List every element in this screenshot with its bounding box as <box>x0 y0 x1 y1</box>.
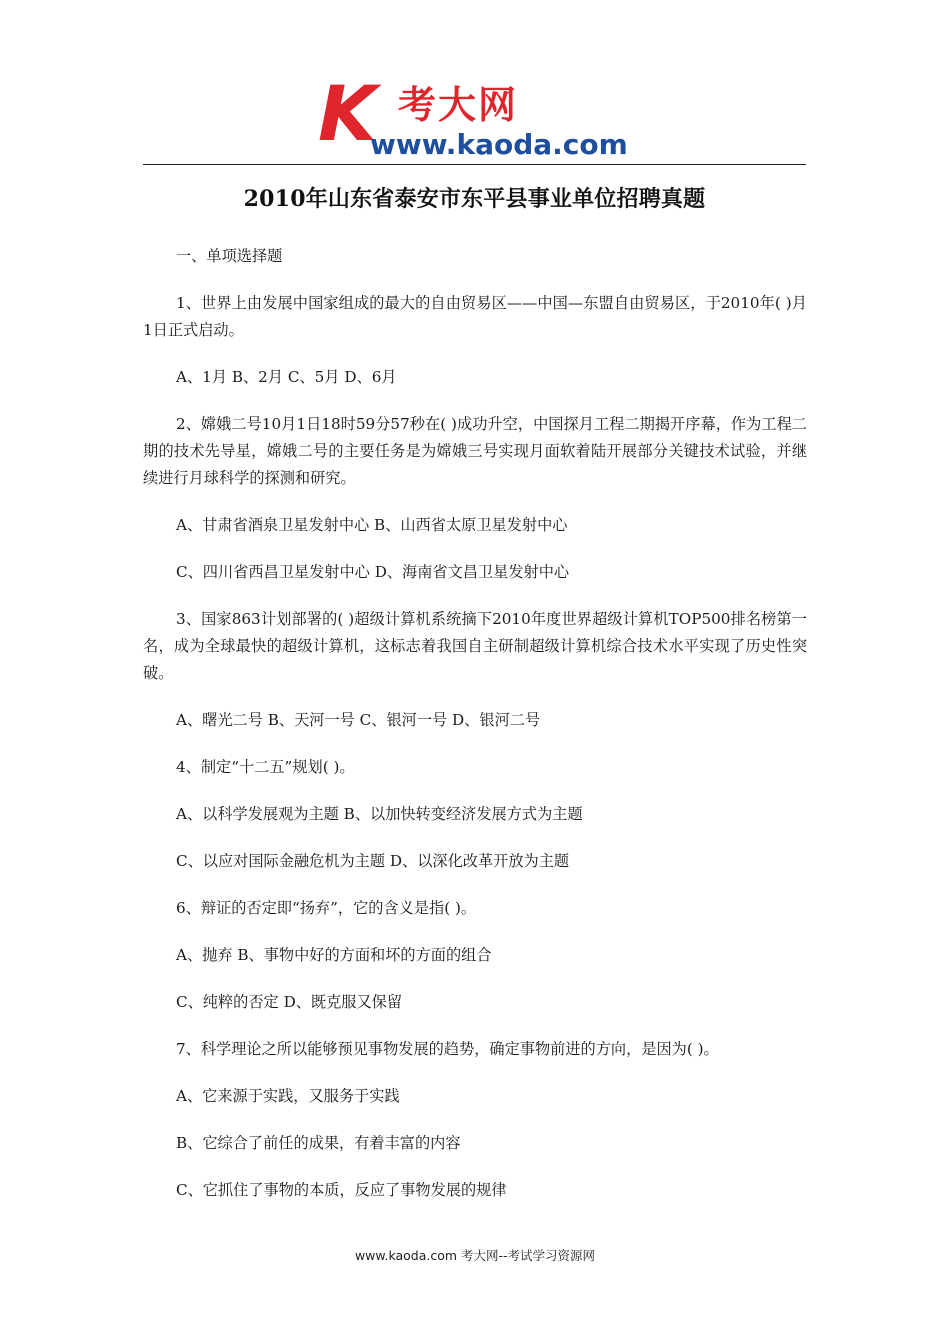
logo-name: 考大网 <box>398 83 519 127</box>
logo-url: www.kaoda.com <box>370 128 628 160</box>
site-logo[interactable] <box>318 78 648 160</box>
question-6-options-cd: C、纯粹的否定 D、既克服又保留 <box>176 993 403 1011</box>
question-7: 7、科学理论之所以能够预见事物发展的趋势，确定事物前进的方向，是因为( )。 <box>176 1040 719 1058</box>
section-heading: 一、单项选择题 <box>176 247 283 265</box>
question-2: 2、嫦娥二号10月1日18时59分57秒在( )成功升空，中国探月工程二期揭开序幕，作为工程二期的技术先导星，嫦娥二号的主要任务是为嫦娥三号实现月面软着陆开展部分关键技术试验，并继续进行月球科学的探测和研究。 <box>143 415 807 487</box>
question-2-options-cd: C、四川省西昌卫星发射中心 D、海南省文昌卫星发射中心 <box>176 563 570 581</box>
question-6: 6、辩证的否定即“扬弃”，它的含义是指( )。 <box>176 899 477 917</box>
header-divider <box>143 164 806 165</box>
question-3: 3、国家863计划部署的( )超级计算机系统摘下2010年度世界超级计算机TOP500排名榜第一名，成为全球最快的超级计算机，这标志着我国自主研制超级计算机综合技术水平实现了历史性突破。 <box>143 610 807 682</box>
question-2-options-ab: A、甘肃省酒泉卫星发射中心 B、山西省太原卫星发射中心 <box>176 516 568 534</box>
question-4-options-cd: C、以应对国际金融危机为主题 D、以深化改革开放为主题 <box>176 852 570 870</box>
question-6-options-ab: A、抛弃 B、事物中好的方面和坏的方面的组合 <box>176 946 492 964</box>
page-footer: www.kaoda.com 考大网--考试学习资源网 <box>354 1248 596 1263</box>
document-body <box>143 243 807 1204</box>
question-7-option-b: B、它综合了前任的成果，有着丰富的内容 <box>176 1134 461 1152</box>
logo-graphic <box>318 78 648 160</box>
question-4-options-ab: A、以科学发展观为主题 B、以加快转变经济发展方式为主题 <box>176 805 583 823</box>
question-7-option-a: A、它来源于实践，又服务于实践 <box>176 1087 400 1105</box>
document-title: 2010年山东省泰安市东平县事业单位招聘真题 <box>243 186 706 212</box>
logo-letter: K <box>318 78 377 158</box>
question-7-option-c: C、它抓住了事物的本质，反应了事物发展的规律 <box>176 1181 507 1199</box>
question-4: 4、制定“十二五”规划( )。 <box>176 758 355 776</box>
question-3-options: A、曙光二号 B、天河一号 C、银河一号 D、银河二号 <box>176 711 541 729</box>
question-1: 1、世界上由发展中国家组成的最大的自由贸易区——中国—东盟自由贸易区，于2010年( )月1日正式启动。 <box>143 294 807 339</box>
question-1-options: A、1月 B、2月 C、5月 D、6月 <box>176 368 397 386</box>
